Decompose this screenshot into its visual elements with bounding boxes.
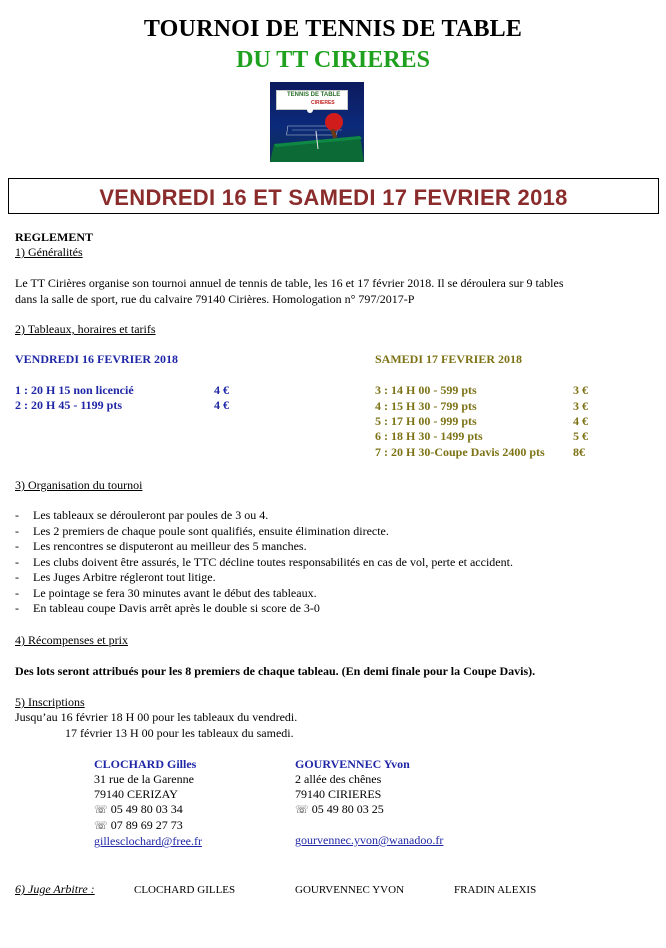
judge-name: CLOCHARD GILLES: [134, 884, 236, 896]
phone-icon: ☏: [94, 820, 108, 832]
section4-text: Des lots seront attribués pour les 8 premiers de chaque tableau. (En demi finale pour la Coupe Davis).: [15, 664, 536, 678]
date-banner-text: VENDREDI 16 ET SAMEDI 17 FEVRIER 2018: [99, 185, 568, 210]
list-dash: -: [15, 523, 19, 538]
list-item-text: Le pointage se fera 30 minutes avant le début des tableaux.: [33, 585, 317, 600]
contact-name: CLOCHARD Gilles: [94, 757, 197, 771]
list-dash: -: [15, 570, 19, 584]
friday-title: VENDREDI 16 FEVRIER 2018: [15, 352, 179, 366]
contact-address-line2: 79140 CERIZAY: [94, 787, 178, 801]
list-item-text: Les 2 premiers de chaque poule sont qualifiés, ensuite élimination directe.: [33, 523, 389, 538]
date-banner: [8, 178, 659, 214]
friday-row-price: 4 €: [214, 383, 229, 397]
contact-address-line1: 2 allée des chênes: [295, 772, 382, 786]
section5-heading: 5) Inscriptions: [15, 695, 85, 709]
list-item-text: Les Juges Arbitre régleront tout litige.: [33, 570, 216, 584]
list-item-text: Les rencontres se disputeront au meilleur des 5 manches.: [33, 539, 307, 553]
friday-row-label: 1 : 20 H 15 non licencié: [15, 383, 134, 397]
list-item: [15, 524, 513, 540]
saturday-row-label: 3 : 14 H 00 - 599 pts: [375, 383, 477, 397]
inscriptions-line1: Jusqu’au 16 février 18 H 00 pour les tableaux du vendredi.: [15, 710, 298, 724]
section2-heading: 2) Tableaux, horaires et tarifs: [15, 322, 156, 336]
contact-name: GOURVENNEC Yvon: [295, 757, 410, 771]
list-item: [15, 555, 513, 571]
phone-icon: ☏: [295, 804, 309, 816]
phone-icon: ☏: [94, 804, 108, 816]
section4-heading: 4) Récompenses et prix: [15, 633, 128, 647]
section1-paragraph-line1: Le TT Cirières organise son tournoi annuel de tennis de table, les 16 et 17 février 2018. Il se déroulera sur 9 tables: [15, 276, 564, 290]
contact-card-clochard: [94, 757, 202, 849]
saturday-row-label: 4 : 15 H 30 - 799 pts: [375, 399, 477, 413]
list-item-text: Les clubs doivent être assurés, le TTC décline toutes responsabilités en cas de vol, perte et accident.: [33, 554, 513, 569]
contact-phone: [94, 818, 202, 834]
list-item: [15, 601, 513, 617]
list-dash: -: [15, 539, 19, 553]
saturday-row-label: 7 : 20 H 30-Coupe Davis 2400 pts: [375, 445, 545, 459]
saturday-row-price: 5 €: [573, 429, 588, 443]
section1-paragraph-line2: dans la salle de sport, rue du calvaire 79140 Cirières. Homologation n° 797/2017-P: [15, 292, 415, 306]
club-logo: [270, 82, 364, 162]
list-item-text: En tableau coupe Davis arrêt après le double si score de 3-0: [33, 601, 320, 615]
reglement-heading: REGLEMENT: [15, 230, 94, 244]
list-dash: -: [15, 554, 19, 569]
logo-text-line2: CIRIERES: [311, 100, 335, 106]
judge-name: FRADIN ALEXIS: [454, 884, 537, 896]
contact-phone-number: 05 49 80 03 25: [311, 802, 384, 816]
contact-address-line1: 31 rue de la Garenne: [94, 772, 194, 786]
logo-text-line1: TENNIS DE TABLE: [287, 92, 341, 98]
saturday-row-label: 6 : 18 H 30 - 1499 pts: [375, 429, 483, 443]
judge-name: GOURVENNEC YVON: [295, 884, 405, 896]
saturday-row-price: 3 €: [573, 383, 588, 397]
saturday-row-price: 8€: [573, 445, 585, 459]
organisation-list: [15, 508, 513, 617]
contact-card-gourvennec: [295, 757, 443, 848]
friday-row-label: 2 : 20 H 45 - 1199 pts: [15, 398, 123, 412]
ping-pong-table-icon: [270, 82, 364, 162]
list-item: [15, 570, 513, 586]
section3-heading: 3) Organisation du tournoi: [15, 478, 143, 492]
contact-email-link[interactable]: gourvennec.yvon@wanadoo.fr: [295, 833, 444, 847]
list-item: [15, 586, 513, 602]
saturday-title: SAMEDI 17 FEVRIER 2018: [375, 352, 523, 366]
contact-phone: [295, 802, 443, 818]
list-dash: -: [15, 601, 19, 615]
list-item: [15, 539, 513, 555]
contact-address-line2: 79140 CIRIERES: [295, 787, 382, 801]
list-dash: -: [15, 508, 19, 522]
list-item: [15, 508, 513, 524]
list-dash: -: [15, 585, 19, 600]
list-item-text: Les tableaux se dérouleront par poules de 3 ou 4.: [33, 508, 269, 522]
club-title: DU TT CIRIERES: [236, 47, 430, 73]
contact-phone: [94, 802, 202, 818]
section1-heading: 1) Généralités: [15, 245, 83, 259]
contact-phone-number: 05 49 80 03 34: [110, 802, 183, 816]
saturday-row-price: 3 €: [573, 399, 588, 413]
contact-phone-number: 07 89 69 27 73: [110, 818, 183, 832]
inscriptions-line2: 17 février 13 H 00 pour les tableaux du samedi.: [65, 726, 294, 740]
friday-row-price: 4 €: [214, 398, 229, 412]
tournament-title: TOURNOI DE TENNIS DE TABLE: [143, 16, 523, 42]
contact-email-link[interactable]: gillesclochard@free.fr: [94, 834, 202, 848]
section6-heading: 6) Juge Arbitre :: [15, 882, 95, 896]
saturday-row-price: 4 €: [573, 414, 588, 428]
saturday-row-label: 5 : 17 H 00 - 999 pts: [375, 414, 477, 428]
